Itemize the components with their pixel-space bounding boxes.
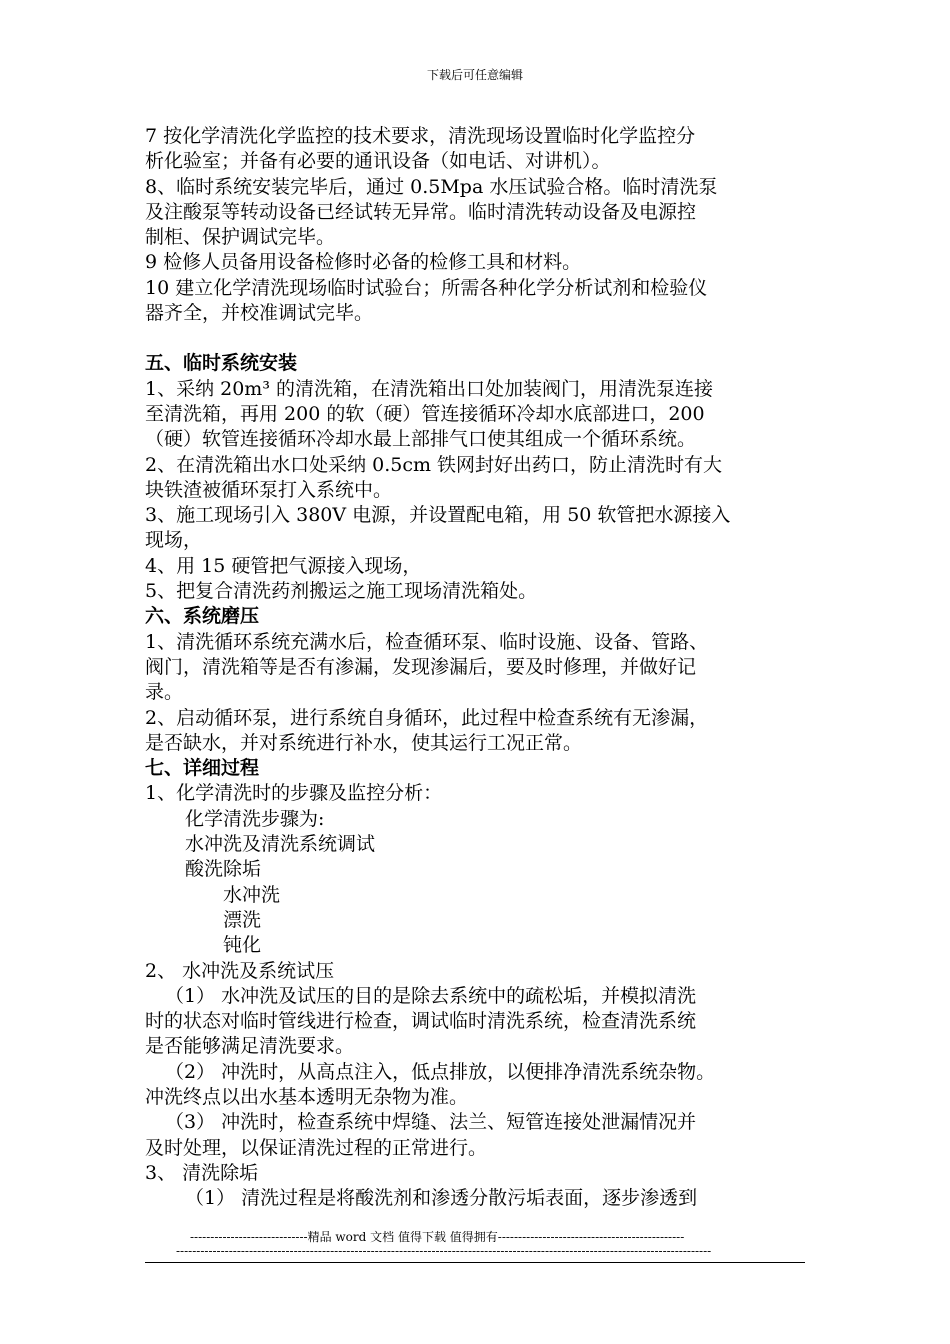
- section-heading-7: 七、详细过程: [145, 757, 260, 780]
- step-item: 酸洗除垢: [185, 858, 262, 881]
- footer-rule: [145, 1262, 805, 1263]
- paragraph-line: 2、 水冲洗及系统试压: [145, 959, 335, 982]
- paragraph-line: 9 检修人员备用设备检修时必备的检修工具和材料。: [145, 251, 582, 274]
- step-list-title: 化学清洗步骤为:: [185, 807, 325, 830]
- blank-line: [145, 326, 825, 351]
- paragraph-line: 制柜、保护调试完毕。: [145, 226, 336, 249]
- sub-step-item: 水冲洗: [223, 883, 281, 906]
- footer-banner: -----------------------------精品 word 文档 值得下载 值得拥有----------------------------------------------: [190, 1230, 685, 1244]
- paragraph-line: （3） 冲洗时，检查系统中焊缝、法兰、短管连接处泄漏情况并: [165, 1111, 697, 1134]
- paragraph-line: （1） 水冲洗及试压的目的是除去系统中的疏松垢，并模拟清洗: [165, 984, 697, 1007]
- paragraph-line: 5、把复合清洗药剂搬运之施工现场清洗箱处。: [145, 580, 538, 603]
- paragraph-line: （硬）软管连接循环冷却水最上部排气口使其组成一个循环系统。: [145, 428, 697, 451]
- paragraph-line: 3、施工现场引入 380V 电源，并设置配电箱，用 50 软管把水源接入: [145, 504, 731, 527]
- page-header: 下载后可任意编辑: [426, 68, 523, 82]
- paragraph-line: 时的状态对临时管线进行检查，调试临时清洗系统，检查清洗系统: [145, 1010, 697, 1033]
- section-heading-5: 五、临时系统安装: [145, 352, 298, 375]
- paragraph-line: 2、在清洗箱出水口处采纳 0.5cm 铁网封好出药口，防止清洗时有大: [145, 453, 723, 476]
- paragraph-line: 器齐全，并校准调试完毕。: [145, 302, 374, 325]
- document-body: [145, 124, 825, 1211]
- paragraph-line: （2） 冲洗时，从高点注入，低点排放，以便排净清洗系统杂物。: [165, 1060, 716, 1083]
- sub-step-item: 漂洗: [223, 908, 262, 931]
- paragraph-line: 析化验室；并备有必要的通讯设备（如电话、对讲机）。: [145, 150, 611, 173]
- paragraph-line: 冲洗终点以出水基本透明无杂物为准。: [145, 1085, 469, 1108]
- paragraph-line: 块铁渣被循环泵打入系统中。: [145, 478, 393, 501]
- paragraph-line: 10 建立化学清洗现场临时试验台；所需各种化学分析试剂和检验仪: [145, 276, 708, 299]
- sub-step-item: 钝化: [223, 934, 262, 957]
- paragraph-line: 1、采纳 20m³ 的清洗箱，在清洗箱出口处加装阀门，用清洗泵连接: [145, 377, 713, 400]
- paragraph-line: 1、清洗循环系统充满水后，检查循环泵、临时设施、设备、管路、: [145, 630, 709, 653]
- paragraph-line: 至清洗箱，再用 200 的软（硬）管连接循环冷却水底部进口，200: [145, 402, 705, 425]
- paragraph-line: 3、 清洗除垢: [145, 1161, 259, 1184]
- section-heading-6: 六、系统磨压: [145, 605, 260, 628]
- footer-dashes: ------------------------------------------------------------------------------------------------------------------------------------: [176, 1244, 712, 1258]
- paragraph-line: 及注酸泵等转动设备已经试转无异常。临时清洗转动设备及电源控: [145, 200, 697, 223]
- paragraph-line: 及时处理，以保证清洗过程的正常进行。: [145, 1136, 488, 1159]
- paragraph-line: 阀门，清洗箱等是否有渗漏，发现渗漏后，要及时修理，并做好记: [145, 655, 697, 678]
- paragraph-line: 7 按化学清洗化学监控的技术要求，清洗现场设置临时化学监控分: [145, 125, 696, 147]
- paragraph-line: 是否能够满足清洗要求。: [145, 1035, 355, 1058]
- paragraph-line: 1、化学清洗时的步骤及监控分析：: [145, 782, 443, 805]
- paragraph-line: 录。: [145, 681, 184, 704]
- paragraph-line: 4、用 15 硬管把气源接入现场，: [145, 554, 422, 577]
- paragraph-line: （1） 清洗过程是将酸洗剂和渗透分散污垢表面，逐步渗透到: [185, 1187, 698, 1210]
- paragraph-line: 现场，: [145, 529, 203, 552]
- paragraph-line: 8、临时系统安装完毕后，通过 0.5Mpa 水压试验合格。临时清洗泵: [145, 175, 718, 198]
- paragraph-line: 是否缺水，并对系统进行补水，使其运行工况正常。: [145, 731, 583, 754]
- step-item: 水冲洗及清洗系统调试: [185, 833, 376, 856]
- paragraph-line: 2、启动循环泵，进行系统自身循环，此过程中检查系统有无渗漏，: [145, 706, 709, 729]
